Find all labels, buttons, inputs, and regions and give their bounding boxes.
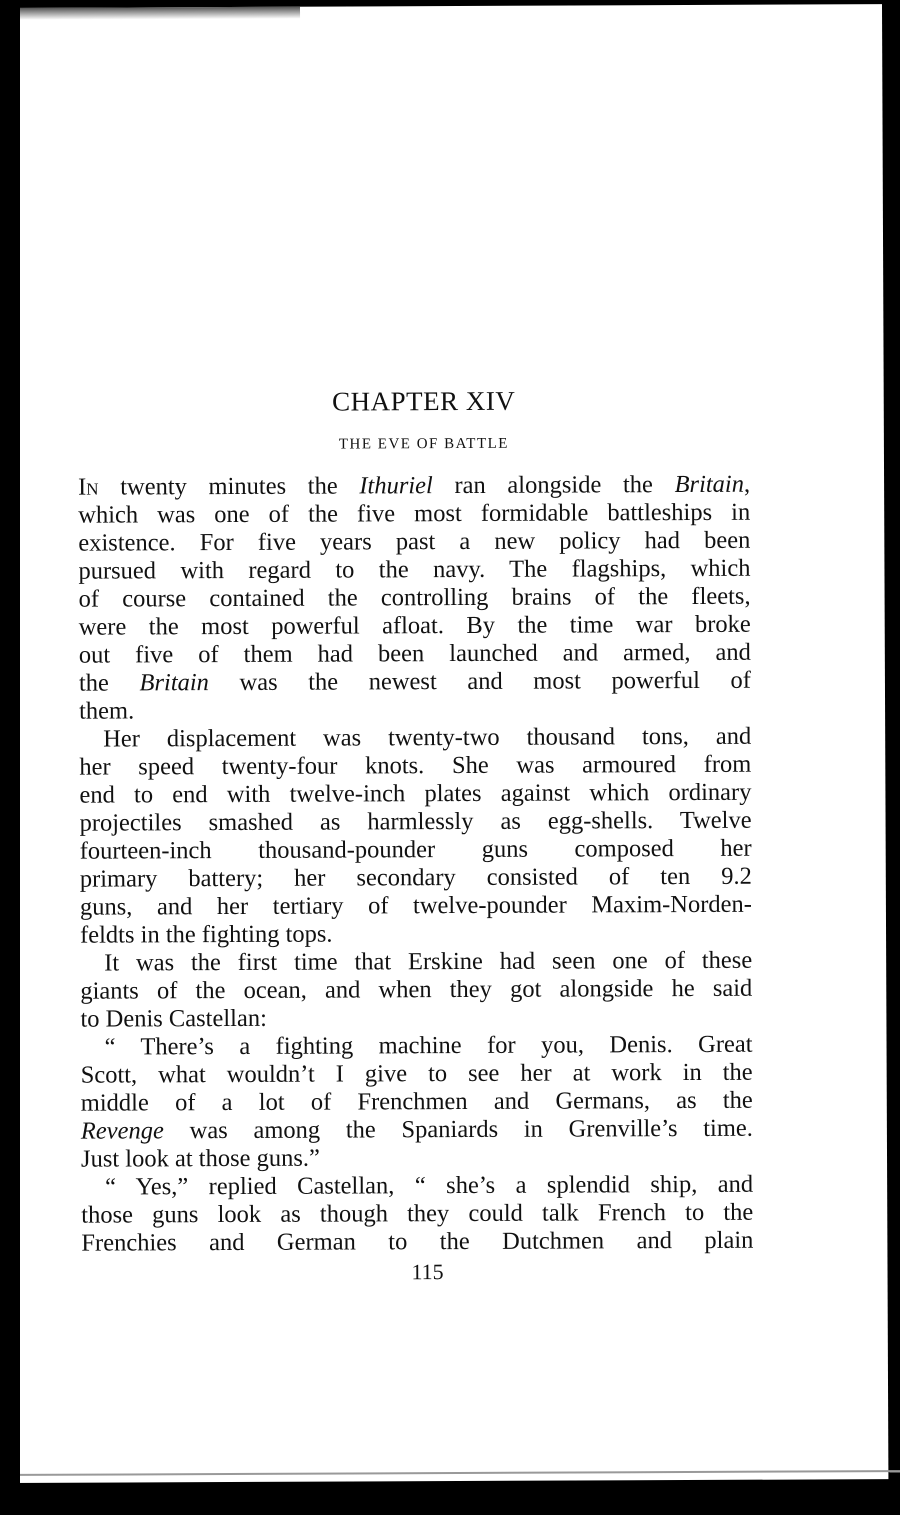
text-line <box>79 611 751 642</box>
text-span: her speed twenty-four knots. She was armoured from <box>79 750 752 781</box>
text-line <box>78 527 750 558</box>
text-span: “ Yes,” replied Castellan, “ she’s a splendid ship, and <box>105 1170 754 1201</box>
drop-smallcaps: In <box>78 473 99 501</box>
book-page <box>0 4 888 1483</box>
text-line <box>79 695 751 726</box>
text-span: , <box>743 470 751 498</box>
text-line <box>80 1031 752 1062</box>
text-span: of course contained the controlling brains of the fleets, <box>78 582 751 613</box>
chapter-subtitle: THE EVE OF BATTLE <box>338 435 509 453</box>
text-span: middle of a lot of Frenchmen and Germans, as the <box>80 1086 753 1117</box>
text-line <box>80 947 752 978</box>
scan-shadow <box>0 7 300 20</box>
scan-left-edge <box>0 0 20 1515</box>
text-span: “ There’s a fighting machine for you, Denis. Great <box>104 1030 753 1061</box>
text-line <box>81 1059 753 1090</box>
text-line <box>79 779 751 810</box>
text-line <box>79 639 751 670</box>
text-line <box>78 471 750 502</box>
text-line <box>81 1115 753 1146</box>
text-span: those guns look as though they could talk French to the <box>81 1198 754 1229</box>
text-span: them. <box>79 697 135 725</box>
text-span: projectiles smashed as harmlessly as egg-shells. Twelve <box>79 806 752 837</box>
text-line <box>80 975 752 1006</box>
scan-bottom-edge <box>0 1500 900 1515</box>
text-line <box>81 1227 753 1258</box>
italic-text: Revenge <box>80 1117 164 1145</box>
text-span: end to end with twelve-inch plates against which ordinary <box>79 778 752 809</box>
text-line <box>79 807 751 838</box>
text-span: Scott, what wouldn’t I give to see her at work in the <box>80 1058 753 1089</box>
text-span: which was one of the five most formidable battleships in <box>78 498 751 529</box>
text-span: was among the Spaniards in Grenville’s time. <box>163 1114 753 1145</box>
text-span: Her displacement was twenty-two thousand tons, and <box>103 722 752 753</box>
text-line <box>81 1171 753 1202</box>
text-line <box>81 1087 753 1118</box>
text-span: Frenchies and German to the Dutchmen and plain <box>81 1226 754 1257</box>
text-line <box>79 723 751 754</box>
text-span: existence. For five years past a new policy had been <box>78 526 751 557</box>
text-line <box>78 555 750 586</box>
text-span: primary battery; her secondary consisted of ten 9.2 <box>79 862 752 893</box>
text-span: pursued with regard to the navy. The flagships, which <box>78 554 751 585</box>
text-span: It was the first time that Erskine had seen one of these <box>104 946 753 977</box>
page-number: 115 <box>411 1259 444 1285</box>
text-span: giants of the ocean, and when they got alongside he said <box>80 974 753 1005</box>
text-span: guns, and her tertiary of twelve-pounder Maxim-Norden- <box>79 890 752 921</box>
text-line <box>79 667 751 698</box>
text-line <box>81 1143 753 1174</box>
italic-text: Ithuriel <box>359 472 433 500</box>
text-span: ran alongside the <box>432 471 675 500</box>
text-line <box>80 863 752 894</box>
text-span: fourteen-inch thousand-pounder guns composed her <box>79 834 752 865</box>
italic-text: Britain <box>139 669 209 697</box>
text-span: was the newest and most powerful of <box>208 666 751 697</box>
text-line <box>81 1199 753 1230</box>
text-span: Just look at those guns.” <box>80 1144 320 1173</box>
text-span: to Denis Castellan: <box>80 1004 267 1033</box>
text-line <box>80 891 752 922</box>
text-line <box>79 583 751 614</box>
text-span: were the most powerful afloat. By the time war broke <box>78 610 751 641</box>
text-block <box>78 381 754 1290</box>
text-span: the <box>78 669 140 697</box>
text-span: twenty minutes the <box>98 472 360 501</box>
text-line <box>78 499 750 530</box>
text-line <box>79 751 751 782</box>
text-line <box>80 1003 752 1034</box>
text-span: feldts in the fighting tops. <box>79 920 333 949</box>
text-line <box>80 919 752 950</box>
italic-text: Britain <box>674 470 745 499</box>
chapter-title: CHAPTER XIV <box>332 385 516 417</box>
text-line <box>80 835 752 866</box>
body-text <box>78 471 753 1258</box>
text-span: out five of them had been launched and armed, and <box>78 638 751 669</box>
